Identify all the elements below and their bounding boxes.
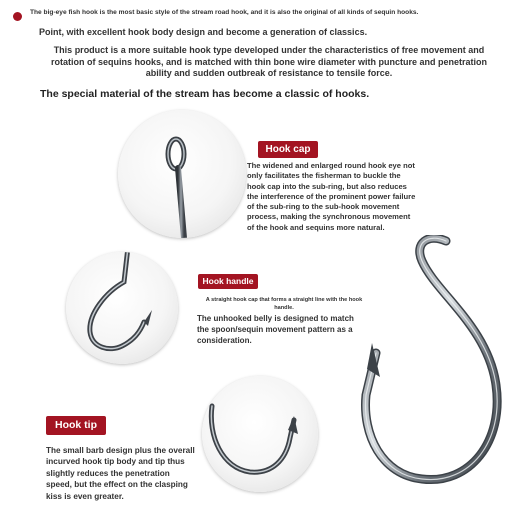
hook-tip-description: The small barb design plus the overall incurved hook tip body and tip thus slightly reduces the penetration speed, but the effect on the clasping kiss is even greater. — [46, 446, 195, 501]
hook-bend-closeup-icon — [66, 252, 178, 364]
section-heading: The special material of the stream has become a classic of hooks. — [40, 88, 370, 100]
hook-cap-description: The widened and enlarged round hook eye not only facilitates the fisherman to buckle the hook cap into the sub-ring, but also reduces the interference of the prominent power failure of the sub-ring to the sub-hook movement process, making the synchronous movement of the hook and sequins more natural. — [247, 161, 416, 232]
hook-handle-label: Hook handle — [198, 274, 258, 289]
hook-handle-description: The unhooked belly is designed to match the spoon/sequin movement pattern as a consideration. — [197, 314, 354, 345]
hook-cap-label: Hook cap — [258, 141, 318, 158]
top-description-line: The big-eye fish hook is the most basic style of the stream road hook, and it is also the original of all kinds of sequin hooks. — [30, 9, 419, 16]
bullet-dot-icon — [13, 12, 22, 21]
hook-tip-label: Hook tip — [46, 416, 106, 435]
intro-line: Point, with excellent hook body design and become a generation of classics. — [39, 27, 368, 37]
fishing-hook-image — [350, 235, 530, 510]
hook-point-closeup-icon — [202, 376, 318, 492]
hook-handle-note: A straight hook cap that forms a straight line with the hook handle. — [205, 297, 363, 311]
product-paragraph: This product is a more suitable hook type developed under the characteristics of free movement and rotation of sequins hooks, and is matched with thin bone wire diameter with puncture and penetration ability and sudden outbreak of resistance to tensile force. — [50, 45, 488, 78]
hook-eye-closeup-icon — [118, 110, 246, 238]
